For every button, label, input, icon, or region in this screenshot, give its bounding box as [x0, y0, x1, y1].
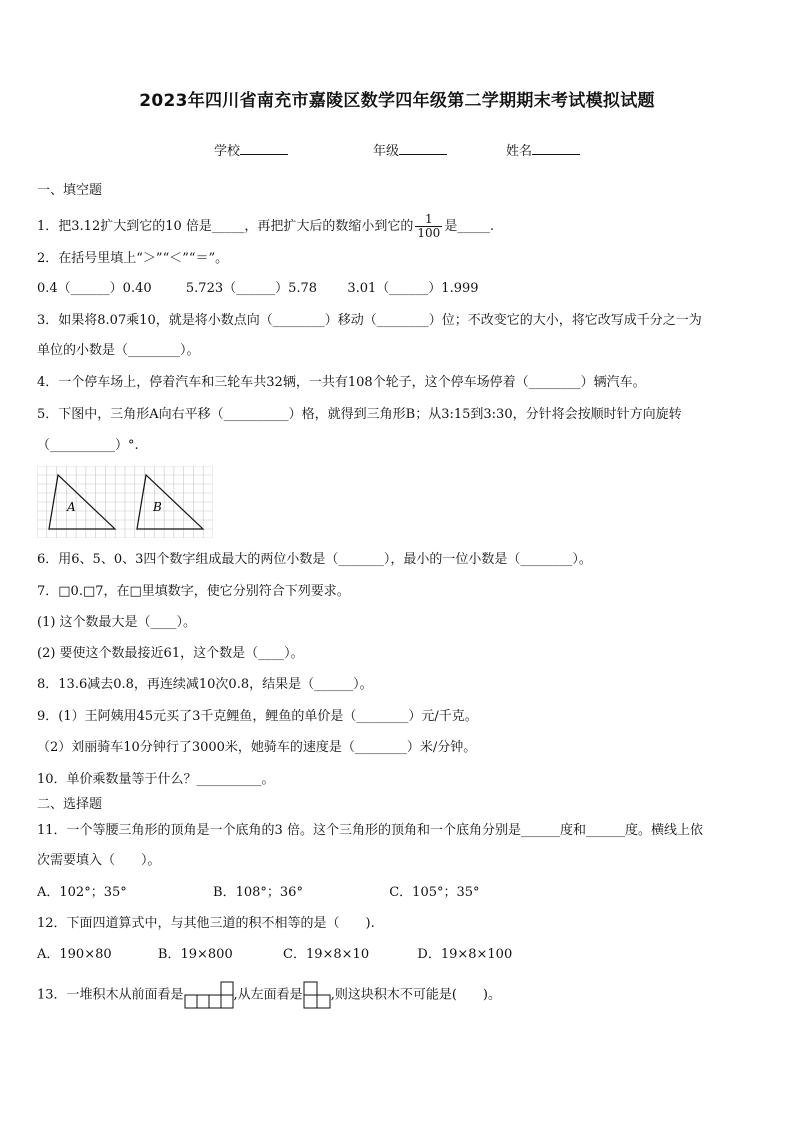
triangle-grid-figure [37, 466, 213, 538]
question-9-1: 9．(1）王阿姨用45元买了3千克鲤鱼，鲤鱼的单价是（________）元/千克。 [37, 709, 478, 724]
school-label: 学校 [214, 144, 241, 159]
question-7: 7．□0.□7，在□里填数字，使它分别符合下列要求。 [37, 584, 350, 599]
question-12-options [37, 946, 512, 964]
name-field [506, 140, 580, 159]
question-4: 4．一个停车场上，停着汽车和三轮车共32辆，一共有108个轮子，这个停车场停着（________）辆汽车。 [37, 375, 646, 390]
question-11-options [37, 884, 480, 902]
grade-blank[interactable] [399, 142, 447, 155]
q1-text-a: 1．把3.12扩大到它的10 倍是_____，再把扩大后的数缩小到它的 [37, 219, 414, 234]
option-b[interactable]: B．108°；36° [213, 885, 303, 900]
grid-lines [37, 466, 213, 538]
q1-text-b: 是_____. [444, 219, 494, 234]
question-3-line2: 单位的小数是（________）。 [37, 343, 200, 358]
fraction-numerator: 1 [415, 213, 442, 227]
option-c[interactable]: C．105°；35° [389, 885, 480, 900]
question-2-items [37, 280, 479, 298]
section-choice: 二、选择题 [37, 797, 103, 812]
option-a[interactable]: A．102°；35° [37, 885, 127, 900]
option-a[interactable]: A．190×80 [37, 947, 112, 962]
question-5-line2: （__________）°. [37, 438, 139, 453]
section-fill-blank: 一、填空题 [37, 183, 103, 198]
name-label: 姓名 [506, 144, 533, 159]
question-13 [37, 980, 501, 1010]
question-12: 12．下面四道算式中，与其他三道的积不相等的是（ ). [37, 916, 375, 931]
option-b[interactable]: B．19×800 [157, 947, 233, 962]
question-8: 8．13.6减去0.8，再连续减10次0.8，结果是（______）。 [37, 677, 373, 692]
question-2: 2．在括号里填上“＞”“＜”“＝”。 [37, 251, 229, 266]
school-blank[interactable] [240, 142, 288, 155]
question-11-line2: 次需要填入（ ）。 [37, 853, 161, 868]
fraction-denominator: 100 [417, 226, 441, 240]
question-9-2: （2）刘丽骑车10分钟行了3000米，她骑车的速度是（________）米/分钟。 [37, 740, 477, 755]
question-3-line1: 3．如果将8.07乘10，就是将小数点向（________）移动（________）位；不改变它的大小，将它改写成千分之一为 [37, 313, 702, 328]
school-field [214, 140, 288, 159]
option-c[interactable]: C．19×8×10 [283, 947, 370, 962]
question-10: 10．单价乘数量等于什么？__________。 [37, 772, 275, 787]
triangle-a-label: A [67, 500, 76, 514]
question-7-2: (2) 要使这个数最接近61，这个数是（____）。 [37, 646, 304, 661]
name-blank[interactable] [532, 142, 580, 155]
option-d[interactable]: D．19×8×100 [417, 947, 513, 962]
question-1 [37, 213, 494, 240]
q2-item: 5.723（______）5.78 [185, 281, 318, 296]
question-5-line1: 5．下图中，三角形A向右平移（__________）格，就得到三角形B；从3:15到3:30，分针将会按顺时针方向旋转 [37, 407, 682, 422]
q13-text-b: ,从左面看是 [233, 987, 303, 1003]
exam-title: 2023年四川省南充市嘉陵区数学四年级第二学期期末考试模拟试题 [139, 91, 655, 111]
q13-text-a: 13．一堆积木从前面看是 [37, 987, 184, 1003]
grade-field [373, 140, 447, 159]
q13-text-c: ,则这块积木不可能是( )。 [330, 987, 501, 1003]
q2-item: 0.4（______）0.40 [37, 281, 152, 296]
q2-item: 3.01（______）1.999 [347, 281, 479, 296]
question-6: 6．用6、5、0、3四个数字组成最大的两位小数是（_______），最小的一位小数是（________）。 [37, 552, 592, 567]
question-7-1: (1) 这个数最大是（____）。 [37, 615, 197, 630]
question-11-line1: 11．一个等腰三角形的顶角是一个底角的3 倍。这个三角形的顶角和一个底角分别是______度和______度。横线上依 [37, 823, 703, 838]
front-view-blocks-icon [184, 980, 234, 1010]
grade-label: 年级 [373, 144, 400, 159]
fraction-1-100 [415, 213, 442, 240]
triangle-b-label: B [153, 500, 162, 514]
left-view-blocks-icon [303, 980, 331, 1010]
